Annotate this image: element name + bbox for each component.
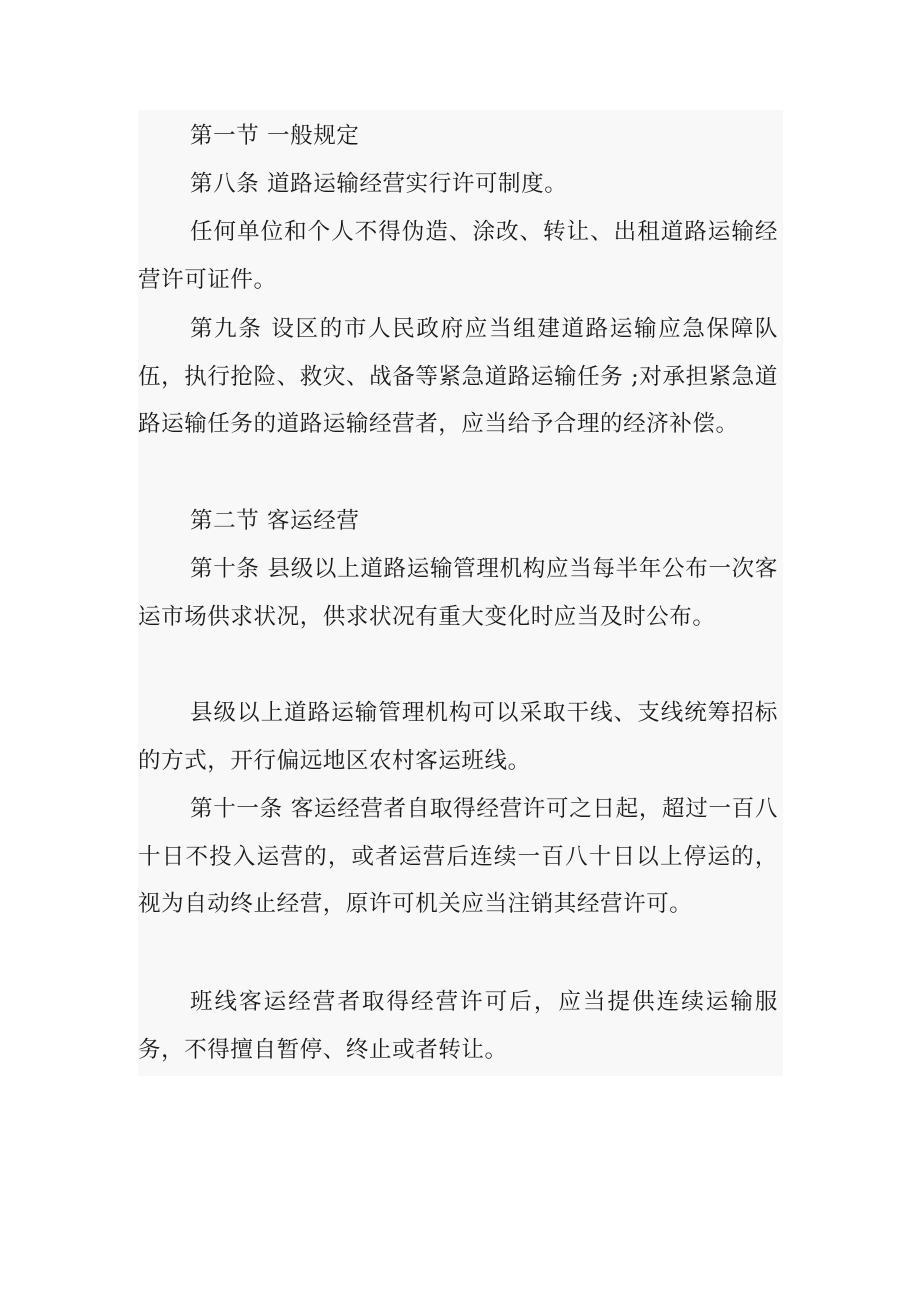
section-heading-2: 第二节 客运经营 [190, 508, 360, 534]
article-8: 第八条 道路运输经营实行许可制度。 [190, 171, 568, 197]
article-9: 第九条 设区的市人民政府应当组建道路运输应急保障队伍，执行抢险、救灾、战备等紧急道路运输任务 ;对承担紧急道路运输任务的道路运输经营者，应当给予合理的经济补偿。 [138, 316, 778, 437]
article-11: 第十一条 客运经营者自取得经营许可之日起，超过一百八十日不投入运营的，或者运营后连续一百八十日以上停运的，视为自动终止经营，原许可机关应当注销其经营许可。 [138, 796, 778, 917]
document-body [138, 110, 783, 1076]
article-8-paragraph-2: 任何单位和个人不得伪造、涂改、转让、出租道路运输经营许可证件。 [138, 219, 778, 293]
article-10: 第十条 县级以上道路运输管理机构应当每半年公布一次客运市场供求状况，供求状况有重大变化时应当及时公布。 [138, 556, 778, 630]
article-11-paragraph-2: 班线客运经营者取得经营许可后，应当提供连续运输服务，不得擅自暂停、终止或者转让。 [138, 989, 778, 1063]
section-heading-1: 第一节 一般规定 [190, 123, 360, 149]
article-10-paragraph-2: 县级以上道路运输管理机构可以采取干线、支线统筹招标的方式，开行偏远地区农村客运班线。 [138, 700, 778, 774]
